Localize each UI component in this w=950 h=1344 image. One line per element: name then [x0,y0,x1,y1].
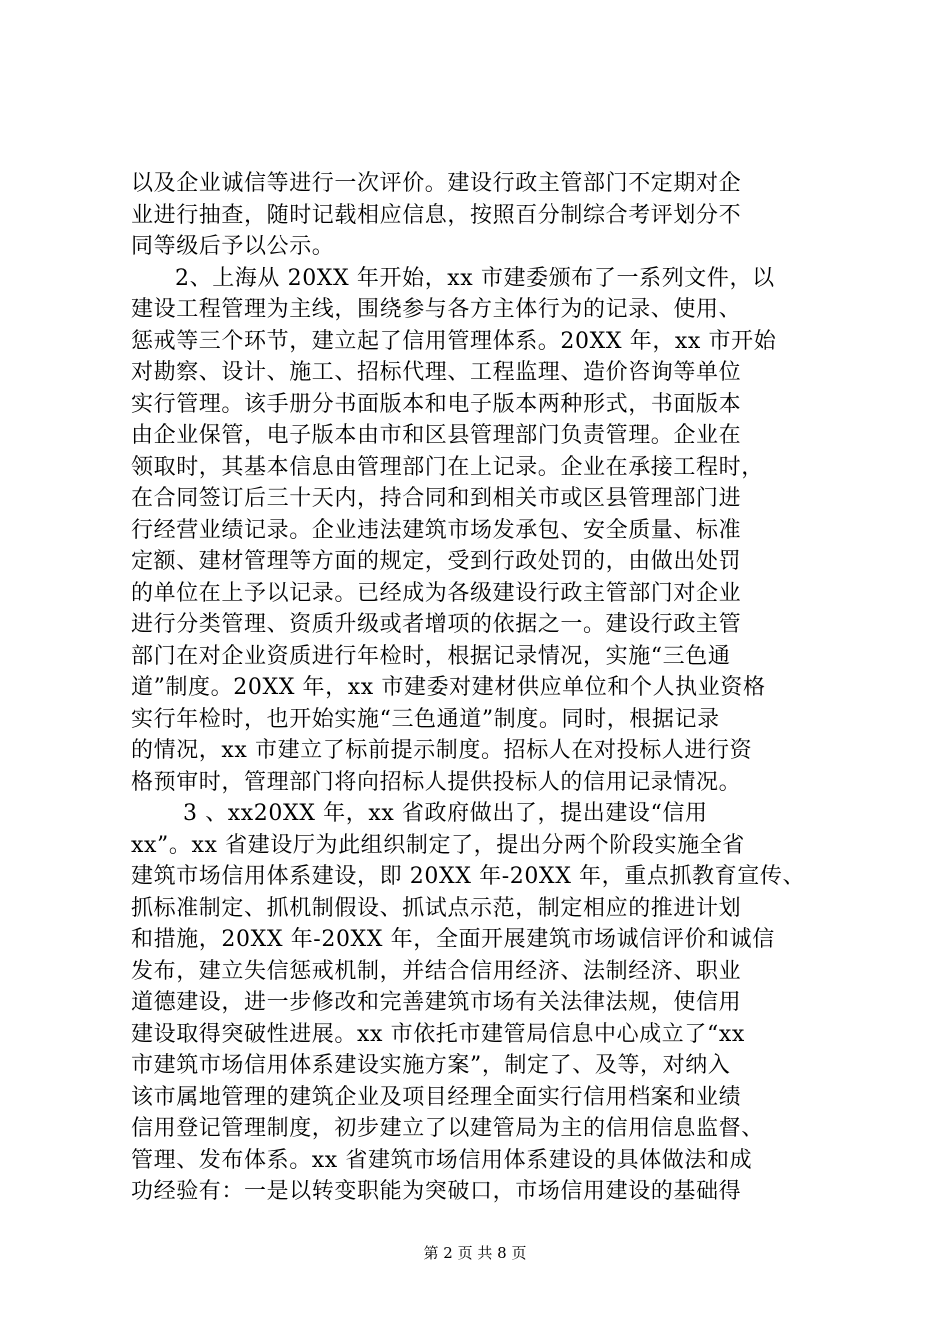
text-line: 领取时，其基本信息由管理部门在上记录。企业在承接工程时， [131,454,764,480]
text-line: 抓标准制定、抓机制假设、抓试点示范，制定相应的推进计划 [131,895,742,921]
text-line: 进行分类管理、资质升级或者增项的依据之一。建设行政主管 [131,612,742,637]
text-line: 功经验有：一是以转变职能为突破口，市场信用建设的基础得 [131,1179,742,1204]
text-line: 行经营业绩记录。企业违法建筑市场发承包、安全质量、标准 [131,517,742,543]
text-line: 部门在对企业资质进行年检时，根据记录情况，实施“三色通 [131,643,731,669]
text-line: 惩戒等三个环节，建立起了信用管理体系。20XX 年，xx 市开始 [131,328,777,354]
text-line: 的情况，xx 市建立了标前提示制度。招标人在对投标人进行资 [131,738,753,763]
text-line: 市建筑市场信用体系建设实施方案”，制定了、及等，对纳入 [131,1053,731,1078]
text-line: 道”制度。20XX 年，xx 市建委对建材供应单位和个人执业资格 [131,675,766,700]
text-line: 实行年检时，也开始实施“三色通道”制度。同时，根据记录 [131,706,720,732]
text-line: 同等级后予以公示。 [131,234,335,259]
text-line: 的单位在上予以记录。已经成为各级建设行政主管部门对企业 [131,580,742,606]
text-line: 信用登记管理制度，初步建立了以建管局为主的信用信息监督、 [131,1116,764,1141]
text-line: 对勘察、设计、施工、招标代理、工程监理、造价咨询等单位 [131,360,742,385]
document-body [131,168,831,1208]
text-line: 建设取得突破性进展。xx 市依托市建管局信息中心成立了“xx [131,1021,745,1047]
text-line: 实行管理。该手册分书面版本和电子版本两种形式，书面版本 [131,391,742,417]
text-line: 在合同签订后三十天内，持合同和到相关市或区县管理部门进 [131,486,742,511]
paragraph-3-start: 3 、xx20XX 年，xx 省政府做出了，提出建设“信用 [183,801,708,826]
text-line: 业进行抽查，随时记载相应信息，按照百分制综合考评划分不 [131,202,742,228]
text-line: 由企业保管，电子版本由市和区县管理部门负责管理。企业在 [131,423,742,448]
text-line: 以及企业诚信等进行一次评价。建设行政主管部门不定期对企 [131,171,742,196]
text-line: 建设工程管理为主线，围绕参与各方主体行为的记录、使用、 [131,297,742,322]
text-line: 定额、建材管理等方面的规定，受到行政处罚的，由做出处罚 [131,549,742,574]
text-line: 建筑市场信用体系建设，即 20XX 年-20XX 年，重点抓教育宣传、 [131,864,806,889]
text-line: 该市属地管理的建筑企业及项目经理全面实行信用档案和业绩 [131,1084,742,1110]
text-line: xx”。xx 省建设厅为此组织制定了，提出分两个阶段实施全省 [131,832,745,858]
text-line: 和措施，20XX 年-20XX 年，全面开展建筑市场诚信评价和诚信 [131,927,775,952]
text-line: 管理、发布体系。xx 省建筑市场信用体系建设的具体做法和成 [131,1147,753,1173]
text-line: 格预审时，管理部门将向招标人提供投标人的信用记录情况。 [131,769,742,795]
text-line: 道德建设，进一步修改和完善建筑市场有关法律法规，使信用 [131,990,742,1015]
page-number-footer: 第 2 页 共 8 页 [423,1244,527,1262]
text-line: 发布，建立失信惩戒机制，并结合信用经济、法制经济、职业 [131,958,742,984]
paragraph-2-start: 2、上海从 20XX 年开始，xx 市建委颁布了一系列文件，以 [175,265,775,291]
